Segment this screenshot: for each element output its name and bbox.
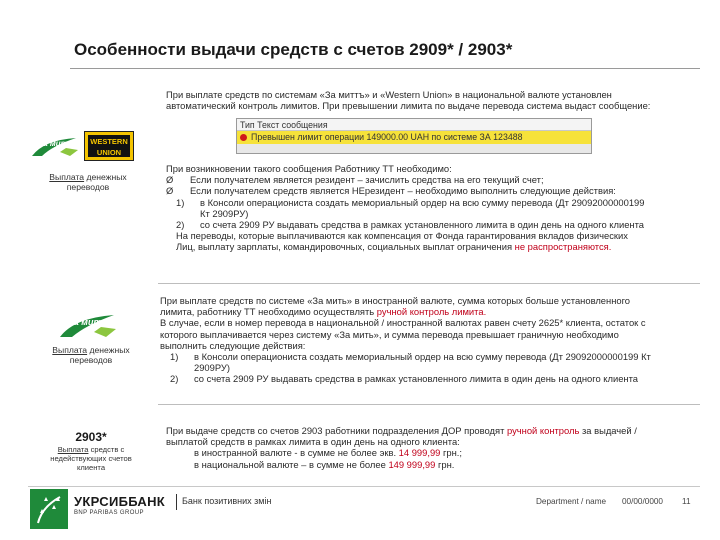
step-text: в Консоли операциониста создать мемориальный ордер на всю сумму перевода (Дт 29092000000199 Кт [194, 351, 651, 363]
section-divider-1 [158, 283, 700, 284]
section3-line-4 [166, 459, 696, 470]
section1-bullet-2 [166, 185, 696, 196]
section3-line-3-end: грн.; [440, 447, 463, 459]
section1-step-2 [166, 219, 696, 230]
section1-line-1: При возникновении такого сообщения Работнику ТТ необходимо: [166, 163, 452, 174]
left-label-underline: Выплата [49, 172, 85, 182]
step-text: в Консоли операциониста создать мемориальный ордер на всю сумму перевода (Дт 29092000000199 [200, 196, 645, 208]
section1-step-1-cont [166, 208, 696, 219]
section2-step-2 [160, 373, 696, 384]
dialog-header: Тип Текст сообщения [237, 119, 591, 131]
note-highlight: не распространяются. [514, 241, 612, 253]
section-divider-2 [158, 404, 700, 405]
western-union-logo [84, 131, 134, 161]
bullet-icon: Ø [166, 185, 174, 197]
section2-line-2-text: лимита, работнику ТТ необходимо осуществлять [160, 306, 377, 318]
section1-intro-line-1: При выплате средств по системам «За миттъ» и «Western Union» в национальной валюте установлен [166, 89, 612, 100]
section3-line-1-text: При выдаче средств со счетов 2903 работники подразделения ДОР проводят [166, 425, 507, 436]
section1-instructions [166, 163, 696, 253]
limit-exceeded-dialog [236, 118, 592, 154]
title-divider [70, 68, 700, 69]
left-label-money-transfers [30, 172, 146, 192]
section1-bullet-1 [166, 174, 696, 185]
za-myt-logo-2-text: За мить [68, 317, 107, 327]
footer-date: 00/00/0000 [622, 497, 663, 506]
left-label-rest: денежных переводов [66, 172, 127, 192]
dialog-message-row [237, 131, 591, 144]
section1-step-1 [166, 197, 696, 208]
bullet-icon: Ø [166, 174, 174, 186]
section3-text [166, 425, 696, 470]
section2-line-5: выполнить следующие действия: [160, 339, 306, 351]
section1-note-line-2 [166, 241, 696, 252]
section2-line-4: которого выплачивается через систему «За мить», и сумма перевода превышает граничную необходимо [160, 328, 619, 340]
section2-line-3: В случае, если в номер перевода в национальной / иностранной валютах равен счету 2625* клиента, остаток с [160, 317, 646, 329]
page-title: Особенности выдачи средств с счетов 2909* / 2903* [74, 40, 513, 59]
bank-group: BNP PARIBAS GROUP [74, 510, 144, 516]
left-label-rest: средств с недействующих счетов клиента [50, 445, 132, 472]
step-number: 1) [170, 351, 179, 363]
section1-intro-line-2: автоматический контроль лимитов. При превышении лимита по выдаче перевода система выдаст сообщение: [166, 100, 651, 112]
section3-line-3-text: в иностранной валюте - в сумме не более экв. [194, 447, 399, 459]
za-myt-logo-2 [58, 313, 118, 344]
section3-line-1-highlight: ручной контроль [506, 425, 580, 436]
note-text: Лиц, выплату зарплаты, командировочных, социальных выплат ограничения [176, 241, 515, 253]
step-number: 2) [170, 373, 179, 385]
western-union-logo-text [88, 135, 130, 157]
step-text: со счета 2909 РУ выдавать средства в рамках установленного лимита в один день на одного клиента [194, 373, 638, 385]
section3-line-1-end: за выдачей / [579, 425, 637, 436]
bullet-1-text: Если получателем является резидент – зачислить средства на его текущий счет; [190, 174, 544, 186]
section2-text [160, 295, 696, 385]
step-text: 2909РУ) [194, 362, 230, 374]
account-number: 2903* [75, 430, 107, 444]
footer-page-number: 11 [682, 497, 691, 506]
section2-line-2-highlight: ручной контроль лимита. [376, 306, 487, 318]
bullet-2-text: Если получателем средств является НЕрезидент – необходимо выполнить следующие действия: [190, 185, 616, 197]
error-icon [240, 134, 247, 141]
step-text: со счета 2909 РУ выдавать средства в рамках установленного лимита в один день на одного клиента [200, 219, 644, 231]
wu-logo-line-1: WESTERN [90, 137, 128, 146]
bank-logo-icon [30, 489, 68, 529]
section3-line-4-text: в национальной валюте – в сумме не более [194, 458, 389, 470]
section1-intro [166, 89, 696, 111]
left-label-money-transfers-2 [36, 345, 146, 365]
section3-line-4-end: грн. [435, 458, 455, 470]
bank-slogan: Банк позитивних змін [182, 496, 272, 506]
section2-line-2 [160, 306, 696, 317]
section3-line-2: выплатой средств в рамках лимита в один день на одного клиента: [166, 436, 460, 448]
left-label-dormant-accounts [40, 445, 142, 472]
step-number: 1) [176, 196, 185, 208]
za-myt-logo-text: За мить [38, 139, 73, 148]
step-number: 2) [176, 219, 185, 231]
section3-line-1 [166, 425, 696, 436]
section2-line-1: При выплате средств по системе «За мить» в иностранной валюте, сумма которых больше установленного [160, 295, 631, 306]
za-myt-logo [30, 136, 80, 163]
bank-name: УКРСИББАНК [74, 494, 166, 509]
wu-logo-line-2: UNION [96, 148, 122, 157]
national-limit-value: 149 999,99 [388, 458, 436, 470]
footer-department: Department / name [536, 497, 607, 506]
step-text: Кт 2909РУ) [200, 207, 249, 219]
dialog-empty-row [237, 144, 591, 153]
left-label-rest: денежных переводов [69, 345, 130, 365]
left-label-underline: Выплата [57, 445, 89, 454]
foreign-limit-value: 14 999,99 [398, 447, 441, 459]
footer-vertical-divider [176, 494, 177, 510]
dialog-message: Превышен лимит операции 149000.00 UAH по системе ЗА 123488 [251, 132, 523, 142]
section1-note-line-1: На переводы, которые выплачиваются как компенсация от Фонда гарантирования вкладов физических [176, 230, 628, 242]
section2-step-1-cont [160, 362, 696, 373]
footer-divider [28, 486, 700, 487]
left-label-underline: Выплата [52, 345, 88, 355]
section2-step-1 [160, 351, 696, 362]
section3-line-3 [166, 447, 696, 458]
